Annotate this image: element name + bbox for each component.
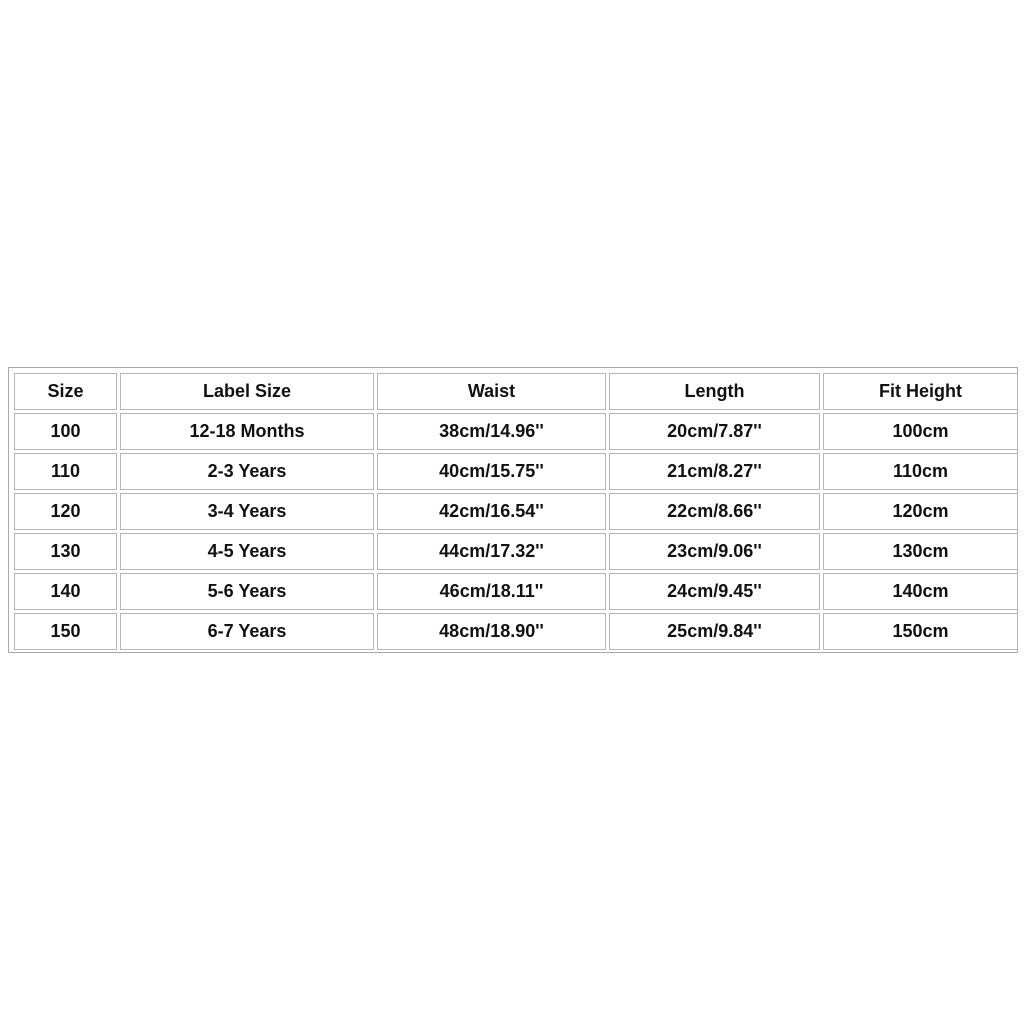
cell-size: 110	[14, 453, 117, 490]
cell-waist: 40cm/15.75''	[377, 453, 606, 490]
table-row	[14, 533, 1018, 570]
header-size: Size	[14, 373, 117, 410]
cell-label-size: 4-5 Years	[120, 533, 374, 570]
size-chart	[8, 367, 1018, 653]
cell-waist: 46cm/18.11''	[377, 573, 606, 610]
cell-label-size: 3-4 Years	[120, 493, 374, 530]
cell-waist: 42cm/16.54''	[377, 493, 606, 530]
size-chart-table	[11, 370, 1021, 653]
cell-waist: 48cm/18.90''	[377, 613, 606, 650]
cell-length: 25cm/9.84''	[609, 613, 820, 650]
cell-length: 21cm/8.27''	[609, 453, 820, 490]
cell-fit-height: 100cm	[823, 413, 1018, 450]
cell-fit-height: 140cm	[823, 573, 1018, 610]
cell-length: 23cm/9.06''	[609, 533, 820, 570]
cell-fit-height: 110cm	[823, 453, 1018, 490]
cell-fit-height: 150cm	[823, 613, 1018, 650]
cell-fit-height: 130cm	[823, 533, 1018, 570]
cell-waist: 38cm/14.96''	[377, 413, 606, 450]
table-header-row	[14, 373, 1018, 410]
cell-label-size: 12-18 Months	[120, 413, 374, 450]
cell-length: 20cm/7.87''	[609, 413, 820, 450]
header-length: Length	[609, 373, 820, 410]
table-row	[14, 613, 1018, 650]
cell-length: 24cm/9.45''	[609, 573, 820, 610]
cell-label-size: 6-7 Years	[120, 613, 374, 650]
table-row	[14, 413, 1018, 450]
cell-label-size: 5-6 Years	[120, 573, 374, 610]
cell-size: 150	[14, 613, 117, 650]
table-row	[14, 493, 1018, 530]
cell-size: 130	[14, 533, 117, 570]
cell-waist: 44cm/17.32''	[377, 533, 606, 570]
header-label-size: Label Size	[120, 373, 374, 410]
cell-fit-height: 120cm	[823, 493, 1018, 530]
table-row	[14, 453, 1018, 490]
cell-size: 120	[14, 493, 117, 530]
table-row	[14, 573, 1018, 610]
header-waist: Waist	[377, 373, 606, 410]
cell-label-size: 2-3 Years	[120, 453, 374, 490]
header-fit-height: Fit Height	[823, 373, 1018, 410]
cell-size: 100	[14, 413, 117, 450]
cell-size: 140	[14, 573, 117, 610]
cell-length: 22cm/8.66''	[609, 493, 820, 530]
